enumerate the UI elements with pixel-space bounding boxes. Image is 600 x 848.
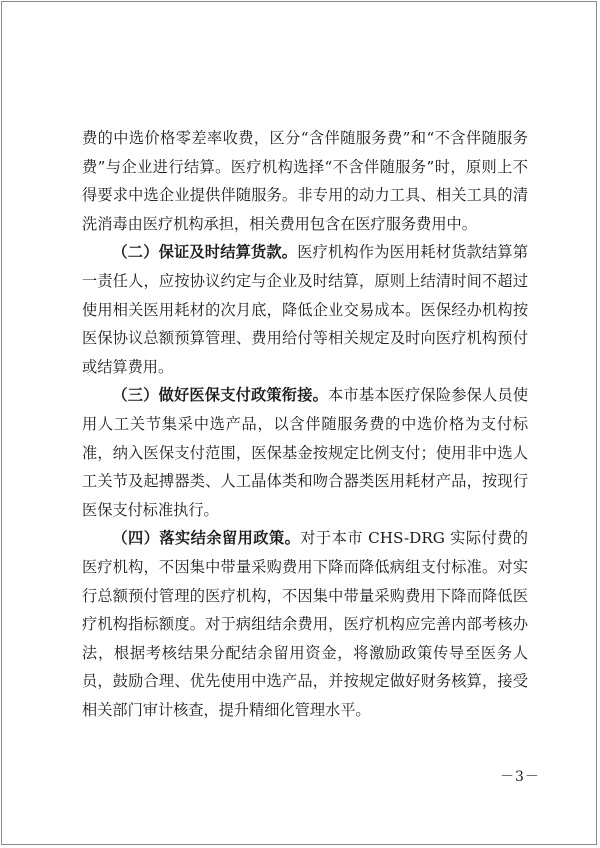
paragraph-text: 本市基本医疗保险参保人员使用人工关节集采中选产品，以含伴随服务费的中选价格为支付标准，纳入医保支付范围，医保基金按规定比例支付；使用非中选人工关节及起搏器类、人工晶体类和吻合器类医用耗材产品，按现行医保支付标准执行。 <box>82 386 529 519</box>
page-number: －3－ <box>500 769 540 785</box>
section-heading: （三）做好医保支付政策衔接。 <box>112 386 329 405</box>
document-page <box>1 1 597 845</box>
paragraph-text: 医疗机构作为医用耗材货款结算第一责任人，应按协议约定与企业及时结算，原则上结清时间不超过使用相关医用耗材的次月底，降低企业交易成本。医保经办机构按医保协议总额预算管理、费用给付等相关规定及时向医疗机构预付或结算费用。 <box>82 243 529 376</box>
section-heading: （四）落实结余留用政策。 <box>112 529 301 548</box>
document-body <box>82 124 528 724</box>
paragraph-text: 对于本市 CHS-DRG 实际付费的医疗机构，不因集中带量采购费用下降而降低病组支付标准。对实行总额预付管理的医疗机构，不因集中带量采购费用下降而降低医疗机构指标额度。对于病组结余费用，医疗机构应完善内部考核办法，根据考核结果分配结余留用资金，将激励政策传导至医务人员，鼓励合理、优先使用中选产品，并按规定做好财务核算，接受相关部门审计核查，提升精细化管理水平。 <box>82 529 528 719</box>
paragraph-insurance-policy <box>82 381 528 524</box>
section-heading: （二）保证及时结算货款。 <box>112 243 298 262</box>
paragraph-text: 费的中选价格零差率收费，区分“含伴随服务费”和“不含伴随服务费”与企业进行结算。医疗机构选择“不含伴随服务”时，原则上不得要求中选企业提供伴随服务。非专用的动力工具、相关工具的清洗消毒由医疗机构承担，相关费用包含在医疗服务费用中。 <box>82 129 528 233</box>
paragraph-surplus-retention <box>82 524 528 724</box>
paragraph-continuation <box>82 124 528 238</box>
paragraph-settlement <box>82 238 528 381</box>
